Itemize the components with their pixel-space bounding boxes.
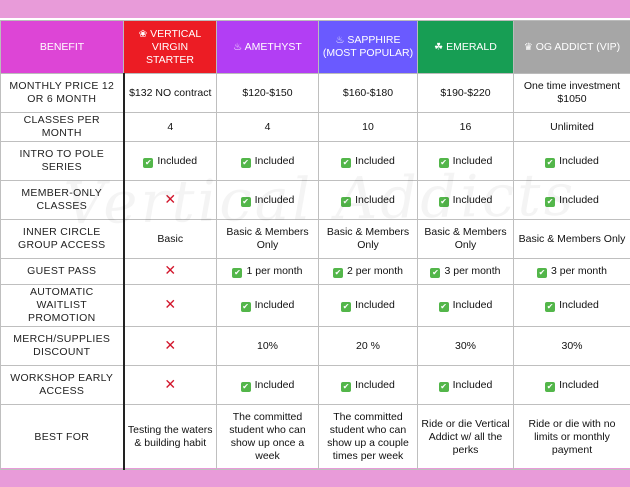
cell-text: 1 per month: [246, 265, 303, 277]
cell-text: Included: [254, 378, 295, 391]
tier-header: [418, 21, 514, 74]
benefit-label: MEMBER-ONLY CLASSES: [1, 181, 124, 220]
table-row: [1, 259, 630, 285]
tier-header: [217, 21, 319, 74]
tier-header: [319, 21, 418, 74]
checkmark-icon: ✔: [440, 196, 447, 206]
benefit-label: BEST FOR: [1, 405, 124, 470]
table-row: [1, 327, 630, 366]
table-cell: [124, 142, 217, 181]
table-cell: [319, 405, 418, 470]
cell-text: Basic & Members Only: [518, 232, 626, 245]
table-cell: [319, 366, 418, 405]
fire-icon: ♨: [233, 41, 243, 53]
cell-text: Ride or die with no limits or monthly payment: [528, 417, 616, 456]
cell-text: Included: [254, 193, 295, 206]
table-cell: [514, 142, 630, 181]
table-cell: [124, 113, 217, 142]
checkmark-icon: ✔: [242, 381, 249, 391]
checkmark-icon: ✔: [242, 302, 249, 311]
table-cell: [217, 74, 319, 113]
cell-text: $120-$150: [242, 86, 293, 99]
cell-text: Basic: [157, 232, 184, 245]
cell-text: Included: [254, 299, 295, 311]
checkmark-icon: ✔: [234, 268, 241, 277]
cell-text: Included: [355, 378, 395, 391]
table-cell: [124, 181, 217, 220]
checkmark-icon: ✔: [145, 157, 152, 167]
table-cell: [418, 259, 514, 285]
table-cell: [514, 366, 630, 405]
cell-text: Basic & Members Only: [424, 226, 507, 251]
table-cell: [217, 405, 319, 470]
table-cell: [124, 220, 217, 259]
table-cell: [319, 259, 418, 285]
table-cell: [514, 113, 630, 142]
table-cell: [217, 113, 319, 142]
cell-text: 16: [459, 120, 472, 133]
checkmark-icon: ✔: [342, 157, 350, 167]
checkmark-icon: ✔: [440, 302, 447, 311]
crown-icon: ♛: [523, 41, 533, 53]
checkmark-icon: ✔: [546, 302, 554, 311]
tier-header: [514, 21, 630, 74]
cell-text: Unlimited: [550, 120, 594, 133]
checkmark-icon: ✔: [342, 381, 350, 391]
table-cell: [217, 142, 319, 181]
table-cell: [124, 405, 217, 470]
table-row: [1, 181, 630, 220]
benefit-label: WORKSHOP EARLY ACCESS: [1, 366, 124, 405]
cell-text: 4: [167, 120, 174, 133]
tier-label: EMERALD: [446, 40, 497, 53]
checkmark-icon: ✔: [440, 157, 447, 167]
cell-text: Included: [559, 193, 599, 206]
cell-text: Included: [452, 378, 493, 391]
checkmark-icon: ✔: [432, 268, 439, 277]
table-row: [1, 220, 630, 259]
cell-text: $132 NO contract: [129, 86, 212, 99]
cell-text: Included: [559, 154, 599, 167]
benefit-label: INNER CIRCLE GROUP ACCESS: [1, 220, 124, 259]
checkmark-icon: ✔: [342, 196, 350, 206]
checkmark-icon: ✔: [546, 157, 554, 167]
tier-label: VERTICAL VIRGIN STARTER: [145, 27, 202, 66]
cell-text: $160-$180: [342, 86, 394, 99]
cell-text: Ride or die Vertical Addict w/ all the perks: [421, 417, 510, 456]
table-cell: [418, 405, 514, 470]
membership-comparison-table: [0, 20, 630, 470]
table-cell: [319, 285, 418, 327]
table-row: [1, 366, 630, 405]
table-cell: [217, 327, 319, 366]
checkmark-icon: ✔: [546, 196, 554, 206]
benefit-label: AUTOMATIC WAITLIST PROMOTION: [1, 285, 124, 327]
cell-text: Included: [355, 193, 395, 206]
fire-icon: ♨: [335, 35, 345, 46]
table-row: [1, 405, 630, 470]
checkmark-icon: ✔: [440, 381, 447, 391]
table-cell: [514, 220, 630, 259]
table-cell: [319, 220, 418, 259]
table-row: [1, 285, 630, 327]
cell-text: Basic & Members Only: [226, 226, 309, 251]
table-cell: [319, 74, 418, 113]
checkmark-icon: ✔: [334, 268, 342, 277]
header-row: [1, 21, 630, 74]
cell-text: 3 per month: [444, 265, 501, 277]
cross-icon: ✕: [164, 336, 177, 353]
table-cell: [418, 220, 514, 259]
cell-text: The committed student who can show up a couple times per week: [327, 411, 409, 462]
cell-text: Included: [254, 154, 295, 167]
cell-text: Included: [559, 378, 599, 391]
table-cell: [319, 327, 418, 366]
table-cell: [217, 259, 319, 285]
cell-text: $190-$220: [440, 86, 491, 99]
table-cell: [514, 405, 630, 470]
benefit-label: GUEST PASS: [1, 259, 124, 285]
cross-icon: ✕: [164, 296, 177, 312]
table-row: [1, 74, 630, 113]
cell-text: Included: [452, 299, 493, 311]
tier-label: SAPPHIRE (MOST POPULAR): [322, 34, 414, 59]
cell-text: Included: [355, 154, 395, 167]
table-cell: [217, 285, 319, 327]
cross-icon: ✕: [164, 190, 177, 207]
cell-text: 20 %: [356, 339, 380, 352]
benefit-label: MONTHLY PRICE 12 OR 6 MONTH: [1, 74, 124, 113]
table-cell: [418, 327, 514, 366]
table-cell: [319, 113, 418, 142]
cell-text: One time investment $1050: [523, 80, 621, 105]
bottom-banner: [0, 468, 630, 487]
table-cell: [514, 285, 630, 327]
table-cell: [418, 285, 514, 327]
cell-text: Included: [452, 154, 493, 167]
checkmark-icon: ✔: [242, 196, 249, 206]
tier-label: OG ADDICT (VIP): [535, 40, 621, 53]
table-cell: [418, 366, 514, 405]
table-cell: [217, 366, 319, 405]
benefit-label: INTRO TO POLE SERIES: [1, 142, 124, 181]
cell-text: Testing the waters & building habit: [127, 424, 213, 449]
table-row: [1, 113, 630, 142]
table-cell: [514, 74, 630, 113]
table-cell: [124, 327, 217, 366]
table-cell: [217, 181, 319, 220]
cross-icon: ✕: [164, 375, 177, 392]
checkmark-icon: ✔: [546, 381, 554, 391]
tier-header: [124, 21, 217, 74]
table-cell: [418, 113, 514, 142]
table-cell: [319, 181, 418, 220]
cross-icon: ✕: [164, 262, 177, 278]
cell-text: Included: [355, 299, 395, 311]
cell-text: Included: [157, 154, 198, 167]
benefit-label: CLASSES PER MONTH: [1, 113, 124, 142]
cell-text: Basic & Members Only: [326, 226, 410, 251]
table-cell: [124, 285, 217, 327]
table-cell: [124, 74, 217, 113]
checkmark-icon: ✔: [342, 302, 350, 311]
cell-text: 10: [362, 120, 374, 133]
table-cell: [514, 181, 630, 220]
table-row: [1, 142, 630, 181]
cell-text: 10%: [256, 339, 278, 352]
cell-text: 30%: [561, 339, 583, 352]
cell-text: The committed student who can show up once a week: [229, 411, 306, 462]
table-cell: [319, 142, 418, 181]
table-cell: [418, 142, 514, 181]
cell-text: 30%: [454, 339, 476, 352]
cell-text: 4: [264, 120, 271, 133]
cell-text: 3 per month: [550, 265, 608, 277]
flower-icon: ❀: [138, 28, 148, 40]
top-banner: [0, 0, 630, 18]
cell-text: 2 per month: [346, 265, 404, 277]
table-cell: [514, 259, 630, 285]
table-cell: [418, 181, 514, 220]
table-cell: [124, 366, 217, 405]
table-body: [1, 74, 630, 470]
benefit-column-header: BENEFIT: [1, 21, 124, 74]
tier-label: AMETHYST: [244, 40, 302, 53]
hook-icon: ☘: [434, 41, 444, 53]
checkmark-icon: ✔: [242, 157, 249, 167]
checkmark-icon: ✔: [538, 268, 546, 277]
table-cell: [514, 327, 630, 366]
table-cell: [217, 220, 319, 259]
table-cell: [124, 259, 217, 285]
cell-text: Included: [452, 193, 493, 206]
benefit-label: MERCH/SUPPLIES DISCOUNT: [1, 327, 124, 366]
table-cell: [418, 74, 514, 113]
cell-text: Included: [559, 299, 599, 311]
